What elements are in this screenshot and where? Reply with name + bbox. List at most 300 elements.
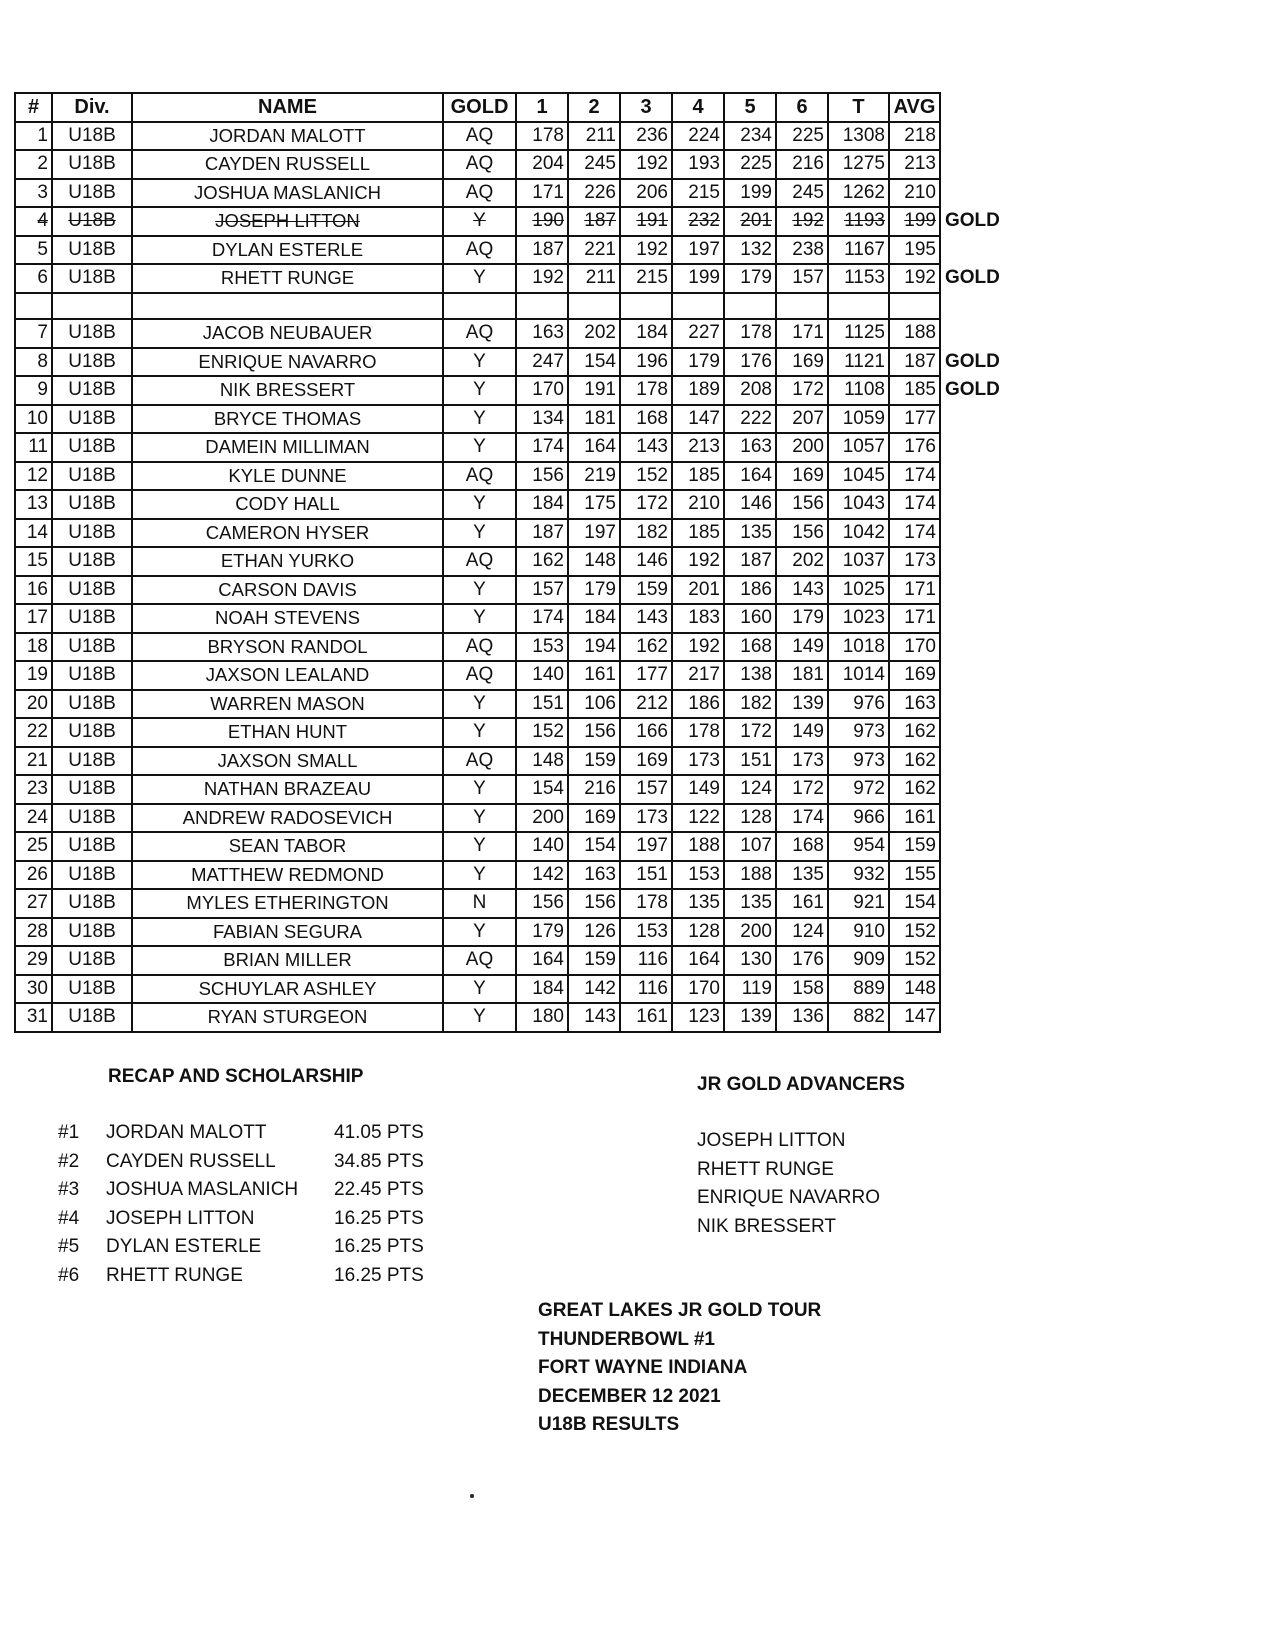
gold-note	[940, 946, 1010, 975]
name-cell: MATTHEW REDMOND	[132, 861, 443, 890]
table-row	[15, 889, 1010, 918]
game-2-cell: 169	[568, 804, 620, 833]
results-table	[14, 92, 1011, 1033]
rank-cell: 12	[15, 462, 52, 491]
total-cell: 1057	[828, 433, 889, 462]
total-cell: 882	[828, 1003, 889, 1032]
game-4-cell: 215	[672, 179, 724, 208]
avg-cell: 210	[889, 179, 940, 208]
game-1-cell: 179	[516, 918, 568, 947]
gold-note	[940, 804, 1010, 833]
header-game-2: 2	[568, 93, 620, 122]
header-rank: #	[15, 93, 52, 122]
avg-cell: 218	[889, 122, 940, 151]
div-cell: U18B	[52, 433, 132, 462]
game-1-cell: 178	[516, 122, 568, 151]
total-cell: 972	[828, 775, 889, 804]
game-6-cell: 143	[776, 576, 828, 605]
game-5-cell: 130	[724, 946, 776, 975]
recap-name: RHETT RUNGE	[106, 1264, 243, 1286]
gold-note: GOLD	[945, 210, 1000, 232]
rank-cell: 15	[15, 547, 52, 576]
event-info-line: FORT WAYNE INDIANA	[538, 1357, 748, 1378]
table-row	[15, 179, 1010, 208]
total-cell: 954	[828, 832, 889, 861]
game-2-cell: 106	[568, 690, 620, 719]
name-cell: FABIAN SEGURA	[132, 918, 443, 947]
avg-cell: 192	[889, 264, 940, 293]
total-cell: 1275	[828, 150, 889, 179]
table-row	[15, 348, 1010, 377]
game-2-cell: 184	[568, 604, 620, 633]
game-6-cell: 207	[776, 405, 828, 434]
name-cell: KYLE DUNNE	[132, 462, 443, 491]
game-5-cell: 164	[724, 462, 776, 491]
recap-item	[58, 1236, 444, 1258]
gold-note	[940, 490, 1010, 519]
rank-cell: 28	[15, 918, 52, 947]
gold-note: GOLD	[945, 267, 1000, 289]
name-cell: ENRIQUE NAVARRO	[132, 348, 443, 377]
div-cell: U18B	[52, 490, 132, 519]
table-header-row	[15, 93, 1010, 122]
avg-cell: 162	[889, 775, 940, 804]
avg-cell: 163	[889, 690, 940, 719]
rank-cell: 25	[15, 832, 52, 861]
game-1-cell: 157	[516, 576, 568, 605]
game-6-cell: 181	[776, 661, 828, 690]
game-2-cell: 143	[568, 1003, 620, 1032]
game-3-cell: 166	[620, 718, 672, 747]
total-cell: 1167	[828, 236, 889, 265]
name-cell: DYLAN ESTERLE	[132, 236, 443, 265]
game-2-cell: 221	[568, 236, 620, 265]
game-5-cell: 124	[724, 775, 776, 804]
total-cell: 976	[828, 690, 889, 719]
avg-cell: 188	[889, 319, 940, 348]
table-row	[15, 918, 1010, 947]
gold-cell: AQ	[443, 946, 516, 975]
game-3-cell: 157	[620, 775, 672, 804]
game-5-cell: 151	[724, 747, 776, 776]
gold-note	[940, 236, 1010, 265]
game-4-cell: 122	[672, 804, 724, 833]
total-cell: 1037	[828, 547, 889, 576]
rank-cell: 4	[15, 207, 52, 236]
div-cell: U18B	[52, 804, 132, 833]
game-5-cell: 188	[724, 861, 776, 890]
game-2-cell: 245	[568, 150, 620, 179]
gold-cell: Y	[443, 775, 516, 804]
game-5-cell: 176	[724, 348, 776, 377]
game-4-cell: 170	[672, 975, 724, 1004]
game-4-cell: 123	[672, 1003, 724, 1032]
game-3-cell: 143	[620, 433, 672, 462]
game-6-cell: 173	[776, 747, 828, 776]
gold-cell: Y	[443, 690, 516, 719]
table-row	[15, 718, 1010, 747]
div-cell: U18B	[52, 661, 132, 690]
gold-note	[940, 150, 1010, 179]
game-1-cell: 190	[516, 207, 568, 236]
div-cell: U18B	[52, 775, 132, 804]
table-row	[15, 576, 1010, 605]
total-cell: 1014	[828, 661, 889, 690]
game-1-cell: 187	[516, 519, 568, 548]
game-2-cell: 159	[568, 747, 620, 776]
name-cell: JOSHUA MASLANICH	[132, 179, 443, 208]
recap-points: 22.45 PTS	[334, 1179, 424, 1200]
table-row	[15, 462, 1010, 491]
name-cell: NIK BRESSERT	[132, 376, 443, 405]
avg-cell: 171	[889, 604, 940, 633]
table-row	[15, 490, 1010, 519]
game-5-cell: 178	[724, 319, 776, 348]
name-cell: JORDAN MALOTT	[132, 122, 443, 151]
game-6-cell: 168	[776, 832, 828, 861]
game-2-cell: 181	[568, 405, 620, 434]
game-4-cell: 227	[672, 319, 724, 348]
rank-cell: 10	[15, 405, 52, 434]
gold-note	[940, 661, 1010, 690]
game-6-cell: 216	[776, 150, 828, 179]
game-2-cell: 142	[568, 975, 620, 1004]
recap-title: RECAP AND SCHOLARSHIP	[108, 1066, 364, 1087]
rank-cell: 3	[15, 179, 52, 208]
recap-name: DYLAN ESTERLE	[106, 1236, 262, 1257]
gold-cell: AQ	[443, 633, 516, 662]
total-cell: 1023	[828, 604, 889, 633]
game-1-cell: 151	[516, 690, 568, 719]
div-cell: U18B	[52, 604, 132, 633]
gold-cell: N	[443, 889, 516, 918]
game-6-cell: 172	[776, 775, 828, 804]
total-cell: 932	[828, 861, 889, 890]
header-total: T	[828, 93, 889, 122]
gold-note: GOLD	[945, 379, 1000, 401]
game-3-cell: 192	[620, 236, 672, 265]
name-cell: BRYSON RANDOL	[132, 633, 443, 662]
div-cell: U18B	[52, 576, 132, 605]
game-1-cell: 204	[516, 150, 568, 179]
game-5-cell: 128	[724, 804, 776, 833]
game-1-cell: 162	[516, 547, 568, 576]
game-5-cell: 139	[724, 1003, 776, 1032]
rank-cell: 17	[15, 604, 52, 633]
empty-cell	[516, 293, 568, 320]
game-4-cell: 173	[672, 747, 724, 776]
game-4-cell: 149	[672, 775, 724, 804]
recap-rank: #1	[58, 1122, 80, 1143]
gold-cell: AQ	[443, 747, 516, 776]
rank-cell: 6	[15, 264, 52, 293]
table-row	[15, 604, 1010, 633]
avg-cell: 152	[889, 918, 940, 947]
div-cell: U18B	[52, 348, 132, 377]
gold-note	[940, 519, 1010, 548]
total-cell: 1125	[828, 319, 889, 348]
game-2-cell: 154	[568, 832, 620, 861]
rank-cell: 29	[15, 946, 52, 975]
rank-cell: 8	[15, 348, 52, 377]
game-3-cell: 153	[620, 918, 672, 947]
table-row	[15, 861, 1010, 890]
game-1-cell: 184	[516, 975, 568, 1004]
game-1-cell: 140	[516, 832, 568, 861]
game-3-cell: 182	[620, 519, 672, 548]
game-2-cell: 197	[568, 519, 620, 548]
game-2-cell: 156	[568, 718, 620, 747]
gold-cell: Y	[443, 519, 516, 548]
name-cell: NATHAN BRAZEAU	[132, 775, 443, 804]
advancers-title: JR GOLD ADVANCERS	[697, 1074, 905, 1095]
gold-cell: Y	[443, 804, 516, 833]
game-6-cell: 238	[776, 236, 828, 265]
header-game-4: 4	[672, 93, 724, 122]
game-3-cell: 177	[620, 661, 672, 690]
advancer-name: JOSEPH LITTON	[697, 1130, 846, 1151]
game-3-cell: 184	[620, 319, 672, 348]
gold-cell: Y	[443, 348, 516, 377]
game-3-cell: 173	[620, 804, 672, 833]
avg-cell: 171	[889, 576, 940, 605]
game-5-cell: 172	[724, 718, 776, 747]
game-6-cell: 124	[776, 918, 828, 947]
game-2-cell: 226	[568, 179, 620, 208]
recap-points: 16.25 PTS	[334, 1264, 424, 1286]
advancer-name: ENRIQUE NAVARRO	[697, 1187, 880, 1208]
game-3-cell: 168	[620, 405, 672, 434]
recap-item	[58, 1208, 444, 1230]
table-row	[15, 433, 1010, 462]
game-3-cell: 191	[620, 207, 672, 236]
empty-cell	[568, 293, 620, 320]
header-game-1: 1	[516, 93, 568, 122]
total-cell: 1059	[828, 405, 889, 434]
gold-cell: Y	[443, 832, 516, 861]
gold-note	[940, 405, 1010, 434]
gold-cell: Y	[443, 576, 516, 605]
gold-cell: Y	[443, 433, 516, 462]
gold-note	[940, 889, 1010, 918]
game-5-cell: 182	[724, 690, 776, 719]
avg-cell: 152	[889, 946, 940, 975]
avg-cell: 185	[889, 376, 940, 405]
game-6-cell: 225	[776, 122, 828, 151]
game-2-cell: 164	[568, 433, 620, 462]
game-4-cell: 179	[672, 348, 724, 377]
game-5-cell: 135	[724, 889, 776, 918]
recap-rank: #4	[58, 1207, 80, 1229]
div-cell: U18B	[52, 405, 132, 434]
game-4-cell: 189	[672, 376, 724, 405]
game-6-cell: 169	[776, 348, 828, 377]
game-4-cell: 147	[672, 405, 724, 434]
name-cell: BRIAN MILLER	[132, 946, 443, 975]
rank-cell: 7	[15, 319, 52, 348]
rank-cell: 1	[15, 122, 52, 151]
gold-note: GOLD	[945, 350, 1000, 372]
game-5-cell: 163	[724, 433, 776, 462]
game-4-cell: 232	[672, 207, 724, 236]
game-3-cell: 116	[620, 975, 672, 1004]
div-cell: U18B	[52, 179, 132, 208]
gold-note	[940, 633, 1010, 662]
gold-cell: Y	[443, 718, 516, 747]
rank-cell: 2	[15, 150, 52, 179]
game-5-cell: 160	[724, 604, 776, 633]
game-2-cell: 187	[568, 207, 620, 236]
name-cell: RHETT RUNGE	[132, 264, 443, 293]
game-3-cell: 206	[620, 179, 672, 208]
gold-cell: AQ	[443, 462, 516, 491]
event-info-line: U18B RESULTS	[538, 1414, 680, 1435]
total-cell: 909	[828, 946, 889, 975]
recap-name: CAYDEN RUSSELL	[106, 1150, 276, 1172]
total-cell: 1018	[828, 633, 889, 662]
total-cell: 1045	[828, 462, 889, 491]
name-cell: MYLES ETHERINGTON	[132, 889, 443, 918]
game-4-cell: 199	[672, 264, 724, 293]
game-4-cell: 128	[672, 918, 724, 947]
gold-cell: AQ	[443, 547, 516, 576]
gold-note	[940, 576, 1010, 605]
game-2-cell: 179	[568, 576, 620, 605]
gold-cell: Y	[443, 490, 516, 519]
game-6-cell: 192	[776, 207, 828, 236]
game-1-cell: 140	[516, 661, 568, 690]
game-1-cell: 192	[516, 264, 568, 293]
table-row	[15, 661, 1010, 690]
gold-cell: Y	[443, 1003, 516, 1032]
gold-note	[940, 604, 1010, 633]
div-cell: U18B	[52, 718, 132, 747]
recap-points: 16.25 PTS	[334, 1207, 424, 1229]
div-cell: U18B	[52, 690, 132, 719]
game-1-cell: 174	[516, 433, 568, 462]
scan-speck	[470, 1494, 474, 1498]
game-3-cell: 143	[620, 604, 672, 633]
game-6-cell: 169	[776, 462, 828, 491]
gold-note	[940, 775, 1010, 804]
avg-cell: 195	[889, 236, 940, 265]
name-cell: JAXSON LEALAND	[132, 661, 443, 690]
table-row	[15, 1003, 1010, 1032]
game-3-cell: 161	[620, 1003, 672, 1032]
gold-cell: Y	[443, 918, 516, 947]
game-1-cell: 164	[516, 946, 568, 975]
gold-note	[940, 975, 1010, 1004]
name-cell: SCHUYLAR ASHLEY	[132, 975, 443, 1004]
gold-note	[940, 462, 1010, 491]
game-5-cell: 225	[724, 150, 776, 179]
game-5-cell: 132	[724, 236, 776, 265]
total-cell: 1308	[828, 122, 889, 151]
recap-item	[58, 1122, 444, 1144]
header-gold: GOLD	[443, 93, 516, 122]
game-1-cell: 156	[516, 889, 568, 918]
game-3-cell: 197	[620, 832, 672, 861]
recap-points: 34.85 PTS	[334, 1150, 424, 1172]
game-4-cell: 164	[672, 946, 724, 975]
game-6-cell: 156	[776, 490, 828, 519]
total-cell: 1262	[828, 179, 889, 208]
avg-cell: 169	[889, 661, 940, 690]
rank-cell: 13	[15, 490, 52, 519]
name-cell: CAYDEN RUSSELL	[132, 150, 443, 179]
gold-cell: AQ	[443, 236, 516, 265]
rank-cell: 24	[15, 804, 52, 833]
empty-cell	[724, 293, 776, 320]
total-cell: 1108	[828, 376, 889, 405]
empty-cell	[15, 293, 52, 320]
advancer-name: NIK BRESSERT	[697, 1215, 837, 1237]
game-6-cell: 158	[776, 975, 828, 1004]
avg-cell: 155	[889, 861, 940, 890]
game-4-cell: 178	[672, 718, 724, 747]
table-row	[15, 747, 1010, 776]
table-row	[15, 804, 1010, 833]
table-row	[15, 150, 1010, 179]
game-2-cell: 154	[568, 348, 620, 377]
avg-cell: 154	[889, 889, 940, 918]
empty-cell	[776, 293, 828, 320]
avg-cell: 213	[889, 150, 940, 179]
game-4-cell: 210	[672, 490, 724, 519]
recap-points: 41.05 PTS	[334, 1122, 424, 1143]
name-cell: ETHAN HUNT	[132, 718, 443, 747]
div-cell: U18B	[52, 832, 132, 861]
game-6-cell: 174	[776, 804, 828, 833]
avg-cell: 162	[889, 718, 940, 747]
gold-note	[940, 718, 1010, 747]
game-2-cell: 126	[568, 918, 620, 947]
game-1-cell: 247	[516, 348, 568, 377]
game-3-cell: 192	[620, 150, 672, 179]
game-4-cell: 197	[672, 236, 724, 265]
game-4-cell: 186	[672, 690, 724, 719]
recap-rank: #2	[58, 1150, 80, 1172]
game-5-cell: 200	[724, 918, 776, 947]
game-4-cell: 213	[672, 433, 724, 462]
rank-cell: 22	[15, 718, 52, 747]
avg-cell: 147	[889, 1003, 940, 1032]
gold-note	[940, 918, 1010, 947]
total-cell: 1121	[828, 348, 889, 377]
game-3-cell: 196	[620, 348, 672, 377]
table-row	[15, 319, 1010, 348]
avg-cell: 174	[889, 490, 940, 519]
gold-note	[940, 690, 1010, 719]
game-1-cell: 154	[516, 775, 568, 804]
gold-cell: Y	[443, 861, 516, 890]
div-cell: U18B	[52, 519, 132, 548]
game-1-cell: 152	[516, 718, 568, 747]
gold-cell: Y	[443, 604, 516, 633]
rank-cell: 14	[15, 519, 52, 548]
total-cell: 1025	[828, 576, 889, 605]
gold-note	[940, 122, 1010, 151]
empty-cell	[828, 293, 889, 320]
div-cell: U18B	[52, 207, 132, 236]
game-2-cell: 211	[568, 122, 620, 151]
game-2-cell: 211	[568, 264, 620, 293]
game-3-cell: 169	[620, 747, 672, 776]
name-cell: SEAN TABOR	[132, 832, 443, 861]
header-div: Div.	[52, 93, 132, 122]
gold-cell: AQ	[443, 150, 516, 179]
rank-cell: 11	[15, 433, 52, 462]
